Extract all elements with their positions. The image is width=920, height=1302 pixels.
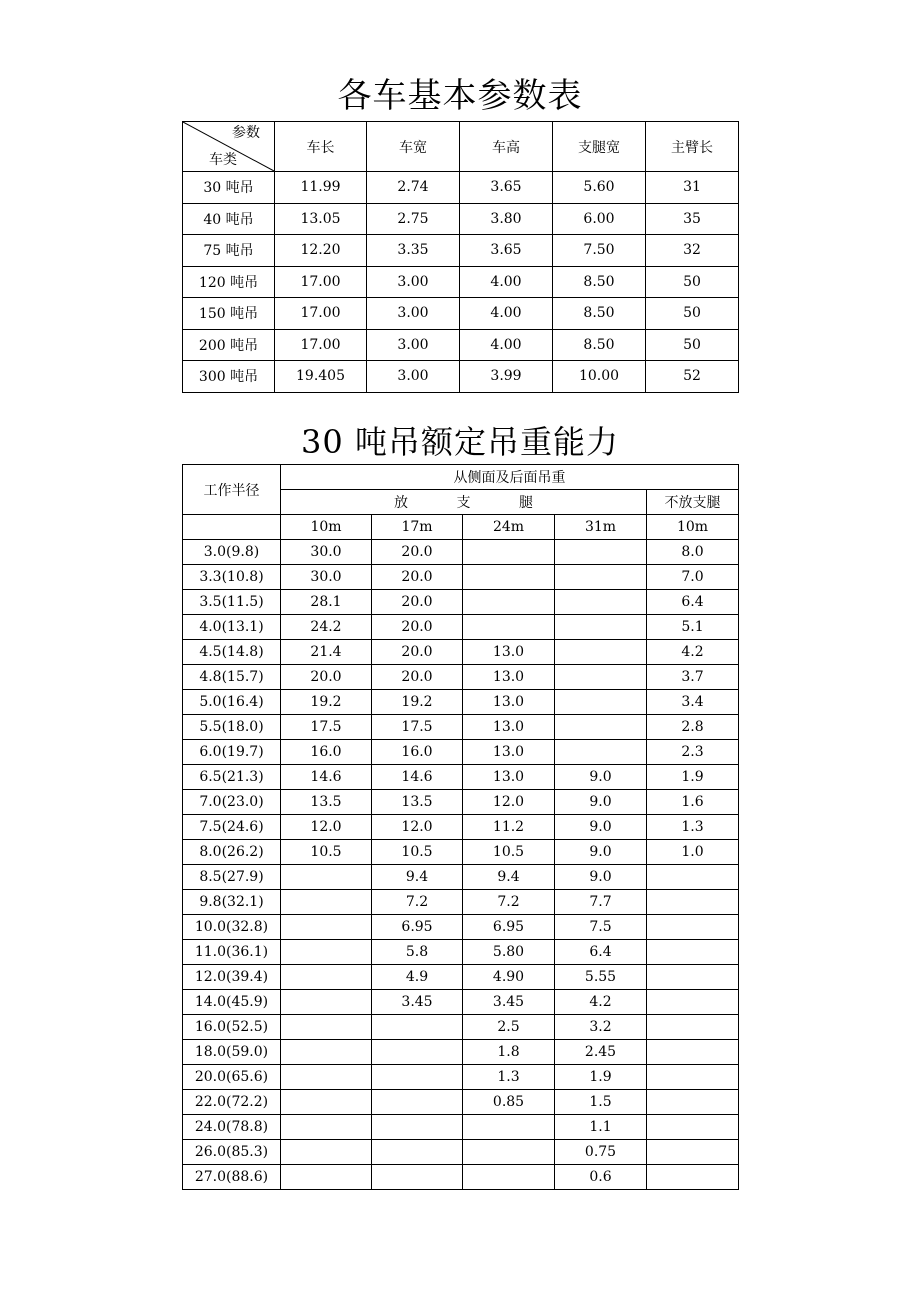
value-cell: 9.0 xyxy=(555,765,647,790)
table-row xyxy=(183,361,739,393)
column-header: 主臂长 xyxy=(646,122,739,172)
value-cell: 6.4 xyxy=(555,940,647,965)
value-cell xyxy=(372,1115,463,1140)
table-row xyxy=(183,890,739,915)
value-cell: 13.0 xyxy=(463,740,555,765)
value-cell xyxy=(555,615,647,640)
value-cell xyxy=(372,1140,463,1165)
table-row xyxy=(183,1165,739,1190)
value-cell: 20.0 xyxy=(372,540,463,565)
table-row xyxy=(183,298,739,330)
value-cell xyxy=(281,1165,372,1190)
value-cell: 4.00 xyxy=(460,329,553,361)
value-cell: 2.45 xyxy=(555,1040,647,1065)
value-cell: 19.2 xyxy=(372,690,463,715)
value-cell: 32 xyxy=(646,235,739,267)
value-cell: 4.90 xyxy=(463,965,555,990)
row-label-cell: 3.0(9.8) xyxy=(183,540,281,565)
value-cell: 10.00 xyxy=(553,361,646,393)
value-cell: 17.5 xyxy=(372,715,463,740)
value-cell: 31 xyxy=(646,172,739,204)
table-row xyxy=(183,790,739,815)
value-cell xyxy=(281,1140,372,1165)
table-row xyxy=(183,1140,739,1165)
table-row xyxy=(183,640,739,665)
value-cell xyxy=(372,1040,463,1065)
value-cell: 30.0 xyxy=(281,565,372,590)
value-cell: 35 xyxy=(646,203,739,235)
value-cell: 8.50 xyxy=(553,266,646,298)
table-row xyxy=(183,565,739,590)
value-cell xyxy=(281,1115,372,1140)
value-cell: 21.4 xyxy=(281,640,372,665)
value-cell xyxy=(281,1040,372,1065)
value-cell: 2.3 xyxy=(647,740,739,765)
value-cell: 20.0 xyxy=(372,665,463,690)
value-cell: 3.00 xyxy=(367,266,460,298)
value-cell xyxy=(647,915,739,940)
value-cell xyxy=(463,590,555,615)
value-cell xyxy=(281,990,372,1015)
table2-header-row-3 xyxy=(183,515,739,540)
value-cell: 3.4 xyxy=(647,690,739,715)
value-cell: 13.05 xyxy=(275,203,367,235)
value-cell: 0.75 xyxy=(555,1140,647,1165)
value-cell xyxy=(463,1165,555,1190)
value-cell: 30.0 xyxy=(281,540,372,565)
boom-length-header: 31m xyxy=(555,515,647,540)
value-cell xyxy=(463,1115,555,1140)
value-cell: 7.0 xyxy=(647,565,739,590)
boom-length-header: 24m xyxy=(463,515,555,540)
value-cell: 8.50 xyxy=(553,298,646,330)
row-label-cell: 75 吨吊 xyxy=(183,235,275,267)
value-cell: 50 xyxy=(646,298,739,330)
table-row xyxy=(183,329,739,361)
row-label-cell: 5.0(16.4) xyxy=(183,690,281,715)
value-cell: 12.0 xyxy=(372,815,463,840)
value-cell: 19.405 xyxy=(275,361,367,393)
value-cell: 3.99 xyxy=(460,361,553,393)
value-cell: 5.60 xyxy=(553,172,646,204)
table-row xyxy=(183,615,739,640)
table-row xyxy=(183,172,739,204)
value-cell xyxy=(647,890,739,915)
row-label-cell: 150 吨吊 xyxy=(183,298,275,330)
value-cell: 12.0 xyxy=(463,790,555,815)
value-cell: 13.5 xyxy=(281,790,372,815)
value-cell: 28.1 xyxy=(281,590,372,615)
value-cell xyxy=(555,540,647,565)
table-row xyxy=(183,840,739,865)
value-cell: 8.50 xyxy=(553,329,646,361)
row-label-cell: 6.5(21.3) xyxy=(183,765,281,790)
value-cell: 5.1 xyxy=(647,615,739,640)
value-cell xyxy=(281,965,372,990)
value-cell: 13.0 xyxy=(463,640,555,665)
vehicle-parameters-table xyxy=(182,121,739,393)
table-row xyxy=(183,765,739,790)
value-cell: 17.5 xyxy=(281,715,372,740)
value-cell: 14.6 xyxy=(372,765,463,790)
value-cell: 3.65 xyxy=(460,172,553,204)
value-cell: 2.75 xyxy=(367,203,460,235)
row-label-cell: 8.5(27.9) xyxy=(183,865,281,890)
value-cell: 9.0 xyxy=(555,815,647,840)
value-cell xyxy=(463,565,555,590)
value-cell: 1.3 xyxy=(463,1065,555,1090)
row-label-cell: 4.8(15.7) xyxy=(183,665,281,690)
value-cell: 3.45 xyxy=(463,990,555,1015)
value-cell: 12.20 xyxy=(275,235,367,267)
value-cell: 13.5 xyxy=(372,790,463,815)
value-cell: 7.50 xyxy=(553,235,646,267)
value-cell: 7.2 xyxy=(372,890,463,915)
radius-header: 工作半径 xyxy=(183,465,281,515)
value-cell: 16.0 xyxy=(281,740,372,765)
value-cell xyxy=(372,1090,463,1115)
table-row xyxy=(183,690,739,715)
table-row xyxy=(183,715,739,740)
value-cell xyxy=(647,1140,739,1165)
row-label-cell: 3.5(11.5) xyxy=(183,590,281,615)
value-cell: 10.5 xyxy=(281,840,372,865)
column-header: 支腿宽 xyxy=(553,122,646,172)
table-row xyxy=(183,1065,739,1090)
value-cell: 5.80 xyxy=(463,940,555,965)
value-cell: 6.95 xyxy=(372,915,463,940)
value-cell: 7.5 xyxy=(555,915,647,940)
value-cell: 17.00 xyxy=(275,298,367,330)
value-cell xyxy=(281,865,372,890)
table-row xyxy=(183,815,739,840)
row-label-cell: 3.3(10.8) xyxy=(183,565,281,590)
row-label-cell: 27.0(88.6) xyxy=(183,1165,281,1190)
value-cell xyxy=(555,665,647,690)
table-row xyxy=(183,590,739,615)
table-row xyxy=(183,1090,739,1115)
value-cell: 3.7 xyxy=(647,665,739,690)
boom-length-header: 10m xyxy=(647,515,739,540)
value-cell: 3.45 xyxy=(372,990,463,1015)
row-label-cell: 120 吨吊 xyxy=(183,266,275,298)
table-row xyxy=(183,915,739,940)
value-cell: 4.2 xyxy=(647,640,739,665)
value-cell: 13.0 xyxy=(463,665,555,690)
value-cell: 11.2 xyxy=(463,815,555,840)
table-row xyxy=(183,865,739,890)
table-row xyxy=(183,990,739,1015)
row-label-cell: 14.0(45.9) xyxy=(183,990,281,1015)
row-label-cell: 16.0(52.5) xyxy=(183,1015,281,1040)
value-cell xyxy=(647,1165,739,1190)
value-cell: 1.8 xyxy=(463,1040,555,1065)
column-header: 车长 xyxy=(275,122,367,172)
value-cell: 9.4 xyxy=(372,865,463,890)
value-cell: 9.0 xyxy=(555,865,647,890)
value-cell xyxy=(555,715,647,740)
row-label-cell: 18.0(59.0) xyxy=(183,1040,281,1065)
value-cell xyxy=(647,990,739,1015)
value-cell xyxy=(647,1115,739,1140)
value-cell: 50 xyxy=(646,329,739,361)
value-cell: 3.00 xyxy=(367,361,460,393)
value-cell xyxy=(372,1015,463,1040)
value-cell: 3.35 xyxy=(367,235,460,267)
table2-body xyxy=(183,540,739,1190)
value-cell: 6.4 xyxy=(647,590,739,615)
value-cell xyxy=(647,940,739,965)
value-cell: 4.00 xyxy=(460,266,553,298)
table-row xyxy=(183,1115,739,1140)
value-cell: 4.9 xyxy=(372,965,463,990)
table-row xyxy=(183,740,739,765)
value-cell xyxy=(555,590,647,615)
value-cell: 8.0 xyxy=(647,540,739,565)
value-cell: 3.00 xyxy=(367,298,460,330)
outrigger-header: 放 支 腿 xyxy=(281,490,647,515)
table-row xyxy=(183,203,739,235)
table-row xyxy=(183,1040,739,1065)
row-label-cell: 4.5(14.8) xyxy=(183,640,281,665)
row-label-cell: 20.0(65.6) xyxy=(183,1065,281,1090)
row-label-cell: 26.0(85.3) xyxy=(183,1140,281,1165)
value-cell: 4.2 xyxy=(555,990,647,1015)
column-header: 车宽 xyxy=(367,122,460,172)
value-cell: 17.00 xyxy=(275,329,367,361)
table-row xyxy=(183,940,739,965)
row-label-cell: 30 吨吊 xyxy=(183,172,275,204)
value-cell: 3.2 xyxy=(555,1015,647,1040)
row-label-cell: 6.0(19.7) xyxy=(183,740,281,765)
value-cell: 20.0 xyxy=(372,640,463,665)
table-row xyxy=(183,540,739,565)
group-header: 从侧面及后面吊重 xyxy=(281,465,739,490)
value-cell: 13.0 xyxy=(463,690,555,715)
value-cell: 3.65 xyxy=(460,235,553,267)
row-label-cell: 11.0(36.1) xyxy=(183,940,281,965)
row-label-cell: 22.0(72.2) xyxy=(183,1090,281,1115)
boom-length-header: 17m xyxy=(372,515,463,540)
value-cell xyxy=(555,690,647,715)
value-cell: 10.5 xyxy=(463,840,555,865)
value-cell xyxy=(647,1015,739,1040)
value-cell: 1.1 xyxy=(555,1115,647,1140)
value-cell xyxy=(463,615,555,640)
value-cell: 4.00 xyxy=(460,298,553,330)
no-outrigger-header: 不放支腿 xyxy=(647,490,739,515)
row-label-cell: 5.5(18.0) xyxy=(183,715,281,740)
table2-header-row-1 xyxy=(183,465,739,490)
value-cell xyxy=(647,865,739,890)
empty-header-cell xyxy=(183,515,281,540)
value-cell: 3.00 xyxy=(367,329,460,361)
value-cell: 1.9 xyxy=(555,1065,647,1090)
value-cell: 2.5 xyxy=(463,1015,555,1040)
value-cell xyxy=(372,1165,463,1190)
row-label-cell: 4.0(13.1) xyxy=(183,615,281,640)
value-cell xyxy=(281,940,372,965)
value-cell: 2.74 xyxy=(367,172,460,204)
value-cell: 1.3 xyxy=(647,815,739,840)
corner-top-label: 参数 xyxy=(232,125,260,141)
boom-length-header: 10m xyxy=(281,515,372,540)
value-cell: 6.00 xyxy=(553,203,646,235)
column-header: 车高 xyxy=(460,122,553,172)
value-cell: 0.6 xyxy=(555,1165,647,1190)
row-label-cell: 9.8(32.1) xyxy=(183,890,281,915)
value-cell xyxy=(281,1015,372,1040)
table1-header-row xyxy=(183,122,739,172)
value-cell: 16.0 xyxy=(372,740,463,765)
table-row xyxy=(183,665,739,690)
value-cell: 9.0 xyxy=(555,790,647,815)
table-row xyxy=(183,1015,739,1040)
table-row xyxy=(183,235,739,267)
value-cell xyxy=(372,1065,463,1090)
row-label-cell: 12.0(39.4) xyxy=(183,965,281,990)
value-cell: 24.2 xyxy=(281,615,372,640)
value-cell: 10.5 xyxy=(372,840,463,865)
value-cell xyxy=(647,1065,739,1090)
value-cell: 1.5 xyxy=(555,1090,647,1115)
row-label-cell: 10.0(32.8) xyxy=(183,915,281,940)
value-cell: 2.8 xyxy=(647,715,739,740)
value-cell: 9.4 xyxy=(463,865,555,890)
value-cell: 20.0 xyxy=(372,615,463,640)
row-label-cell: 200 吨吊 xyxy=(183,329,275,361)
value-cell: 20.0 xyxy=(372,590,463,615)
value-cell: 1.6 xyxy=(647,790,739,815)
value-cell: 5.55 xyxy=(555,965,647,990)
table-row xyxy=(183,266,739,298)
value-cell: 52 xyxy=(646,361,739,393)
value-cell xyxy=(281,1065,372,1090)
value-cell xyxy=(463,1140,555,1165)
value-cell xyxy=(281,915,372,940)
value-cell: 20.0 xyxy=(372,565,463,590)
row-label-cell: 300 吨吊 xyxy=(183,361,275,393)
value-cell: 14.6 xyxy=(281,765,372,790)
value-cell: 19.2 xyxy=(281,690,372,715)
corner-bottom-label: 车类 xyxy=(209,152,237,168)
value-cell: 0.85 xyxy=(463,1090,555,1115)
value-cell: 13.0 xyxy=(463,765,555,790)
value-cell: 13.0 xyxy=(463,715,555,740)
value-cell: 6.95 xyxy=(463,915,555,940)
value-cell xyxy=(281,890,372,915)
value-cell xyxy=(647,1040,739,1065)
table1-corner-cell xyxy=(183,122,275,172)
row-label-cell: 7.0(23.0) xyxy=(183,790,281,815)
value-cell: 7.2 xyxy=(463,890,555,915)
value-cell: 17.00 xyxy=(275,266,367,298)
value-cell xyxy=(463,540,555,565)
value-cell xyxy=(555,565,647,590)
value-cell: 50 xyxy=(646,266,739,298)
table1-title: 各车基本参数表 xyxy=(337,76,583,116)
value-cell: 11.99 xyxy=(275,172,367,204)
value-cell: 1.0 xyxy=(647,840,739,865)
value-cell xyxy=(555,740,647,765)
value-cell: 5.8 xyxy=(372,940,463,965)
value-cell xyxy=(281,1090,372,1115)
value-cell xyxy=(647,1090,739,1115)
value-cell: 1.9 xyxy=(647,765,739,790)
row-label-cell: 24.0(78.8) xyxy=(183,1115,281,1140)
lifting-capacity-table xyxy=(182,464,739,1190)
row-label-cell: 7.5(24.6) xyxy=(183,815,281,840)
table-row xyxy=(183,965,739,990)
row-label-cell: 8.0(26.2) xyxy=(183,840,281,865)
table2-title: 30 吨吊额定吊重能力 xyxy=(301,423,619,461)
row-label-cell: 40 吨吊 xyxy=(183,203,275,235)
value-cell xyxy=(647,965,739,990)
value-cell: 12.0 xyxy=(281,815,372,840)
value-cell xyxy=(555,640,647,665)
value-cell: 20.0 xyxy=(281,665,372,690)
value-cell: 3.80 xyxy=(460,203,553,235)
table1-body xyxy=(183,172,739,393)
value-cell: 9.0 xyxy=(555,840,647,865)
value-cell: 7.7 xyxy=(555,890,647,915)
